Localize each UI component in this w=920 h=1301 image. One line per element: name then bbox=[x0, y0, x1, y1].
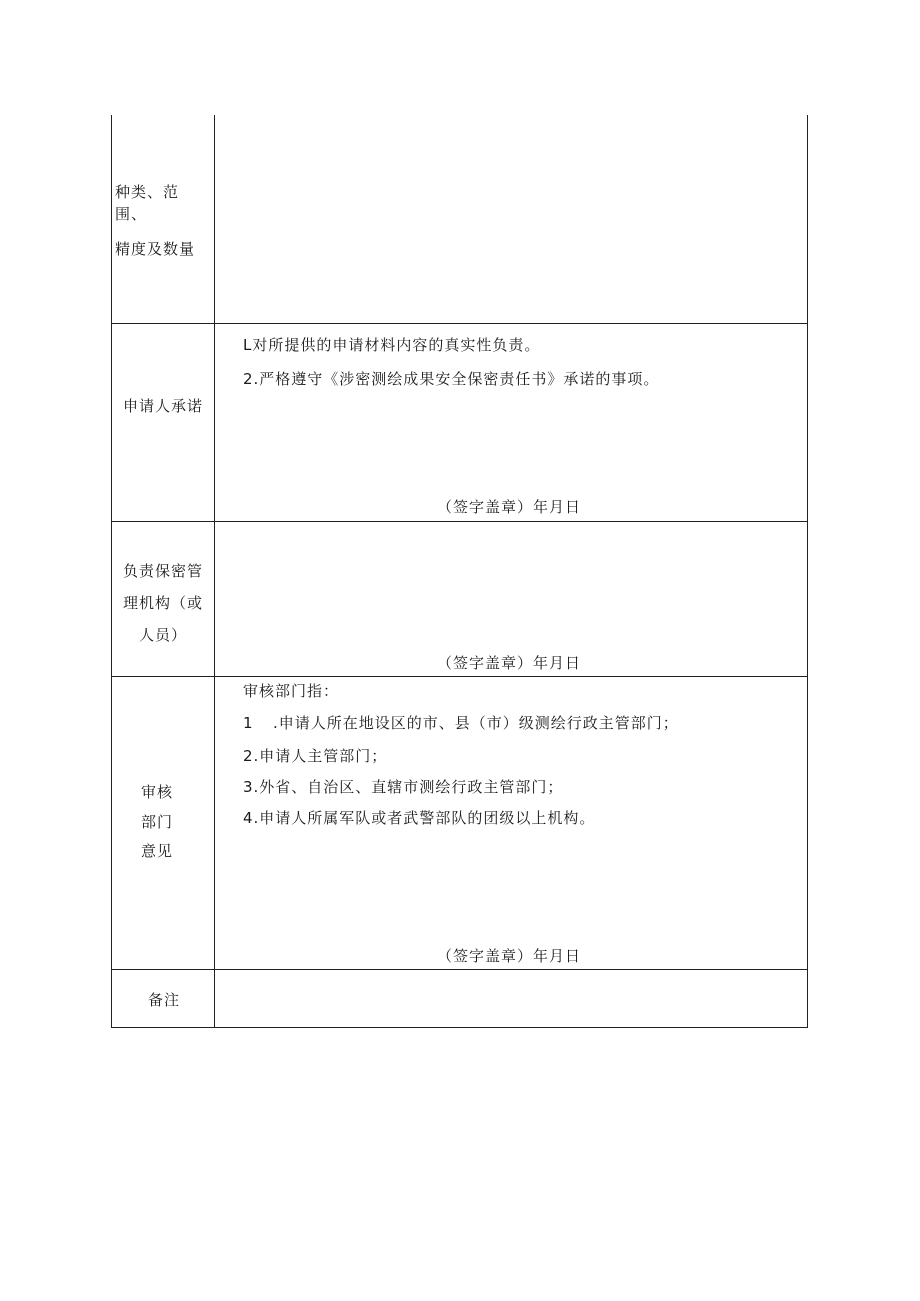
row-divider bbox=[111, 521, 808, 522]
security-label-line-3: 人员） bbox=[139, 626, 188, 644]
review-item-3: 3.外省、自治区、直辖市测绘行政主管部门； bbox=[243, 778, 564, 796]
row-divider bbox=[111, 676, 808, 677]
security-label-line-2: 理机构（或 bbox=[123, 594, 204, 612]
review-item-1-number: 1 bbox=[243, 714, 254, 732]
commitment-item-2: 2.严格遵守《涉密测绘成果安全保密责任书》承诺的事项。 bbox=[243, 370, 660, 388]
types-label-line-3: 精度及数量 bbox=[115, 240, 196, 258]
table-bottom-border bbox=[111, 1027, 808, 1028]
row-divider bbox=[111, 323, 808, 324]
application-form-table bbox=[111, 115, 808, 1028]
commitment-label: 申请人承诺 bbox=[123, 397, 204, 415]
review-signature: （签字盖章）年月日 bbox=[437, 947, 582, 965]
review-item-4: 4.申请人所属军队或者武警部队的团级以上机构。 bbox=[243, 809, 596, 827]
remarks-label: 备注 bbox=[148, 991, 181, 1009]
security-signature: （签字盖章）年月日 bbox=[437, 654, 582, 672]
review-label-line-2: 部门 bbox=[141, 813, 174, 831]
security-label-line-1: 负责保密管 bbox=[123, 562, 204, 580]
types-label-line-2: 围、 bbox=[115, 205, 148, 223]
review-intro: 审核部门指： bbox=[243, 682, 340, 700]
table-right-border bbox=[807, 115, 808, 1028]
table-left-border bbox=[111, 115, 112, 1028]
commitment-signature: （签字盖章）年月日 bbox=[437, 498, 582, 516]
types-label-line-1: 种类、范 bbox=[115, 183, 180, 201]
review-label-line-3: 意见 bbox=[141, 842, 174, 860]
review-item-2: 2.申请人主管部门； bbox=[243, 747, 388, 765]
review-item-1-text: .申请人所在地设区的市、县（市）级测绘行政主管部门； bbox=[273, 714, 679, 732]
remarks-content-cell[interactable] bbox=[215, 970, 807, 1027]
types-content-cell[interactable] bbox=[215, 115, 807, 323]
commitment-item-1: L对所提供的申请材料内容的真实性负责。 bbox=[243, 336, 541, 354]
review-label-line-1: 审核 bbox=[141, 783, 174, 801]
